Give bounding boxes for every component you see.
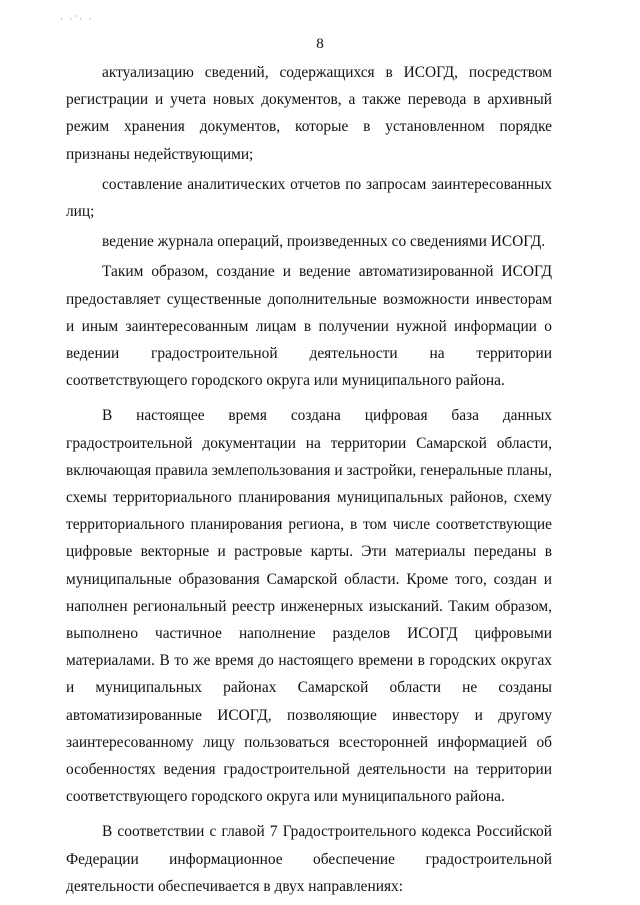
page-number: 8: [316, 36, 324, 52]
document-body: [66, 59, 552, 900]
paragraph-grad-code: В соответствии с главой 7 Градостроительного кодекса Российской Федерации информационное обеспечение градостроительной деятельности обеспечивается в двух направлениях:: [66, 823, 552, 895]
paragraph-operations-log: ведение журнала операций, произведенных со сведениями ИСОГД.: [102, 233, 546, 251]
paragraph-analytic-reports: составление аналитических отчетов по запросам заинтересованных лиц;: [66, 175, 552, 221]
paragraph-conclusion: Таким образом, создание и ведение автоматизированной ИСОГД предоставляет существенные дополнительные возможности инвесторам и иным заинтересованным лицам в получении нужной информации о ведении градостроительной деятельности на территории соответствующего городского округа или муниципального района.: [66, 263, 552, 390]
paragraph-current-state: В настоящее время создана цифровая база данных градостроительной документации на территории Самарской области, включающая правила землепользования и застройки, генеральные планы, схемы территориального планирования муниципальных районов, схему территориального планирования региона, в том числе соответствующие цифровые векторные и растровые карты. Эти материалы переданы в муниципальные образования Самарской области. Кроме того, создан и наполнен региональный реестр инженерных изысканий. Таким образом, выполнено частичное наполнение разделов ИСОГД цифровыми материалами. В то же время до настоящего времени в городских округах и муниципальных районах Самарской области не созданы автоматизированные ИСОГД, позволяющие инвестору и другому заинтересованному лицу пользоваться всесторонней информацией об особенностях ведения градостроительной деятельности на территории соответствующего городского округа или муниципального района.: [66, 407, 552, 806]
paragraph-isogd-update: актуализацию сведений, содержащихся в ИСОГД, посредством регистрации и учета новых документов, а также перевода в архивный режим хранения документов, которые в установленном порядке признаны недействующими;: [66, 64, 552, 163]
scan-artifact-mark: · ·˙· ·: [60, 14, 94, 24]
